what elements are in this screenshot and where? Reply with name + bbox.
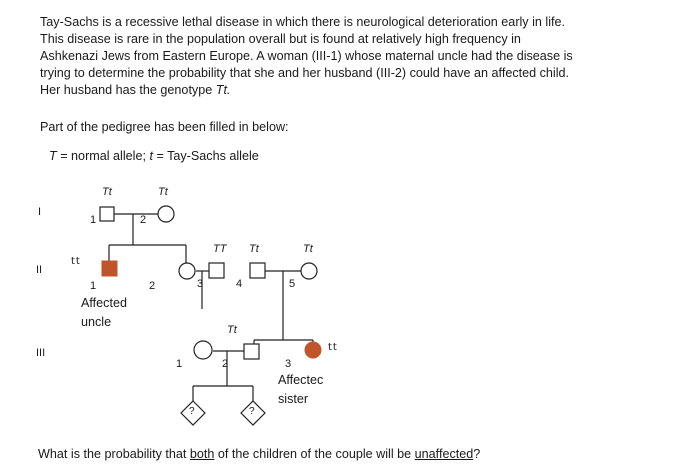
intro-line: Tay-Sachs is a recessive lethal disease in which there is neurological deterioration early in life.	[40, 15, 566, 29]
question-text	[38, 447, 480, 461]
male-III-2	[244, 344, 259, 359]
affected-sister-label: Affectec	[278, 373, 324, 387]
individual-number: 4	[236, 278, 243, 290]
individual-number: 5	[289, 278, 296, 290]
genotype-label: Tt	[303, 243, 313, 255]
individual-number: 3	[285, 358, 292, 370]
individual-number: 1	[176, 358, 183, 370]
individual-number: 2	[140, 214, 147, 226]
male-I-1	[100, 207, 114, 221]
female-I-2	[158, 206, 174, 222]
intro-line: Ashkenazi Jews from Eastern Europe. A woman (III-1) whose maternal uncle had the disease is	[40, 49, 573, 63]
genotype-label: Tt	[102, 186, 112, 198]
genotype-label: Tt	[227, 324, 237, 336]
female-III-1	[194, 341, 212, 359]
question-unaffected: unaffected	[414, 447, 474, 461]
husband-genotype: Tt.	[215, 83, 231, 97]
affected-male-II-1	[102, 261, 117, 276]
intro-line: Her husband has the genotype	[40, 83, 216, 97]
individual-number: 2	[222, 358, 229, 370]
intro-line: This disease is rare in the population overall but is found at relatively high frequency in	[40, 32, 521, 46]
individual-number: 3	[197, 278, 204, 290]
child-question-mark: ?	[189, 406, 195, 417]
legend-t-symbol: t	[149, 149, 153, 163]
legend-T-text: = normal allele;	[56, 149, 150, 163]
genotype-label: tt	[328, 342, 338, 353]
generation-label: III	[36, 347, 46, 359]
genotype-label: Tt	[249, 243, 259, 255]
generation-label: II	[36, 264, 43, 276]
child-question-mark: ?	[249, 406, 255, 417]
male-II-3	[209, 263, 224, 278]
individual-number: 2	[149, 280, 156, 292]
generation-label: I	[38, 206, 42, 218]
female-II-5	[301, 263, 317, 279]
genotype-label: TT	[213, 243, 227, 255]
genotype-label: Tt	[158, 186, 168, 198]
intro-line: trying to determine the probability that she and her husband (III-2) could have an affected child.	[40, 66, 570, 80]
individual-number: 1	[90, 280, 97, 292]
part-label: Part of the pedigree has been filled in below:	[40, 120, 289, 134]
question-both: both	[189, 447, 215, 461]
question-pre: What is the probability that	[38, 447, 190, 461]
affected-uncle-label: Affected	[81, 296, 127, 310]
affected-sister-label: sister	[278, 392, 309, 406]
male-II-4	[250, 263, 265, 278]
affected-uncle-label: uncle	[81, 315, 112, 329]
affected-female-III-3	[305, 342, 321, 358]
legend-T-symbol: T	[49, 149, 57, 163]
genotype-label: tt	[71, 256, 81, 267]
question-post: ?	[473, 447, 481, 461]
individual-number: 1	[90, 214, 97, 226]
legend-t-text: = Tay-Sachs allele	[152, 149, 259, 163]
question-mid: of the children of the couple will be	[214, 447, 415, 461]
female-II-2	[179, 263, 195, 279]
